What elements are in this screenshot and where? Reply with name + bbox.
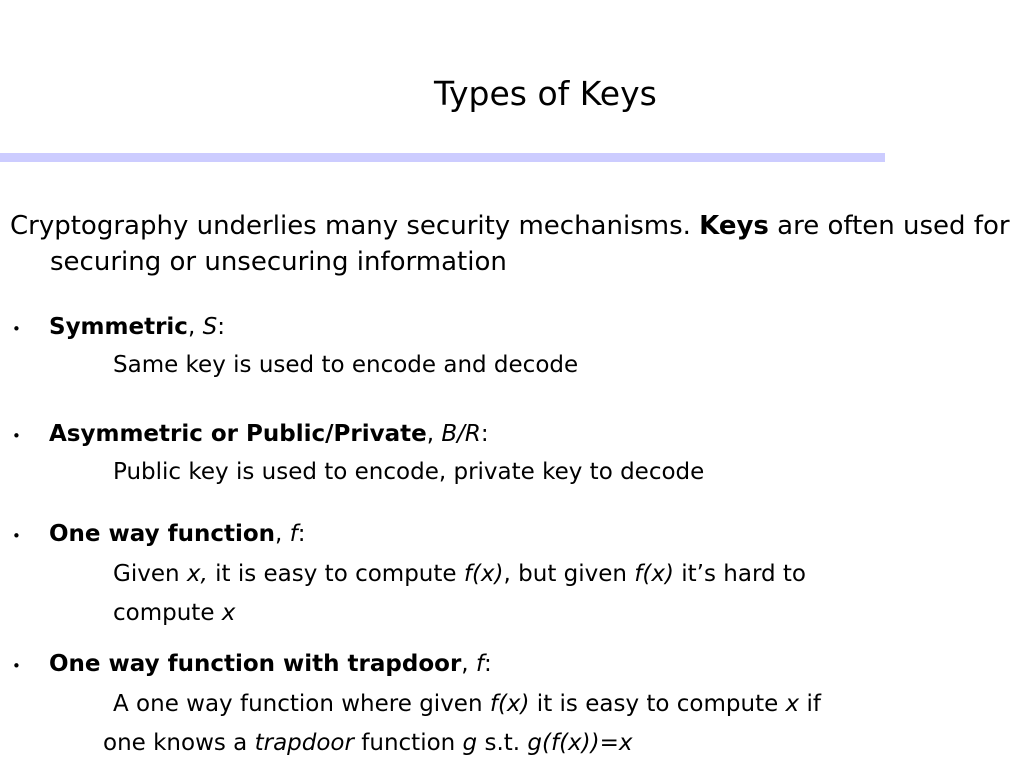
item-term: One way function [49, 521, 276, 547]
item-colon: : [480, 421, 489, 447]
bullet-icon: • [12, 657, 21, 675]
item-heading [49, 649, 492, 679]
title-divider [0, 153, 885, 162]
item-colon: : [484, 651, 492, 677]
intro-paragraph [10, 208, 1024, 280]
item-description-line-2: compute x [113, 600, 236, 626]
item-separator: , [187, 314, 203, 340]
item-description: Public key is used to encode, private key to decode [113, 459, 705, 485]
item-symbol: f [289, 521, 298, 547]
item-heading [49, 519, 306, 549]
item-heading [49, 419, 489, 449]
item-description-line-1: Given x, it is easy to compute f(x), but given f(x) it’s hard to [113, 561, 807, 587]
item-term: Asymmetric or Public/Private [49, 421, 427, 447]
slide-title: Types of Keys [434, 74, 657, 113]
item-separator: , [461, 651, 476, 677]
item-symbol: f [475, 651, 485, 677]
bullet-icon: • [12, 427, 21, 445]
intro-text-end: are often used for securing or unsecuring information [50, 211, 1010, 277]
bullet-icon: • [12, 320, 21, 338]
intro-keys-term: Keys [699, 211, 769, 241]
item-heading [49, 312, 225, 342]
item-symbol: S [202, 314, 218, 340]
item-description-line-2: one knows a trapdoor function g s.t. g(f(x))=x [103, 730, 633, 756]
bullet-icon: • [12, 527, 21, 545]
item-term: Symmetric [49, 314, 188, 340]
item-colon: : [217, 314, 225, 340]
item-separator: , [426, 421, 442, 447]
item-description-line-1: A one way function where given f(x) it is easy to compute x if [113, 691, 821, 717]
item-description: Same key is used to encode and decode [113, 352, 579, 378]
item-term: One way function with trapdoor [49, 651, 462, 677]
item-colon: : [297, 521, 306, 547]
item-separator: , [275, 521, 290, 547]
intro-text-start: Cryptography underlies many security mechanisms. [10, 211, 700, 241]
item-symbol: B/R [441, 421, 481, 447]
